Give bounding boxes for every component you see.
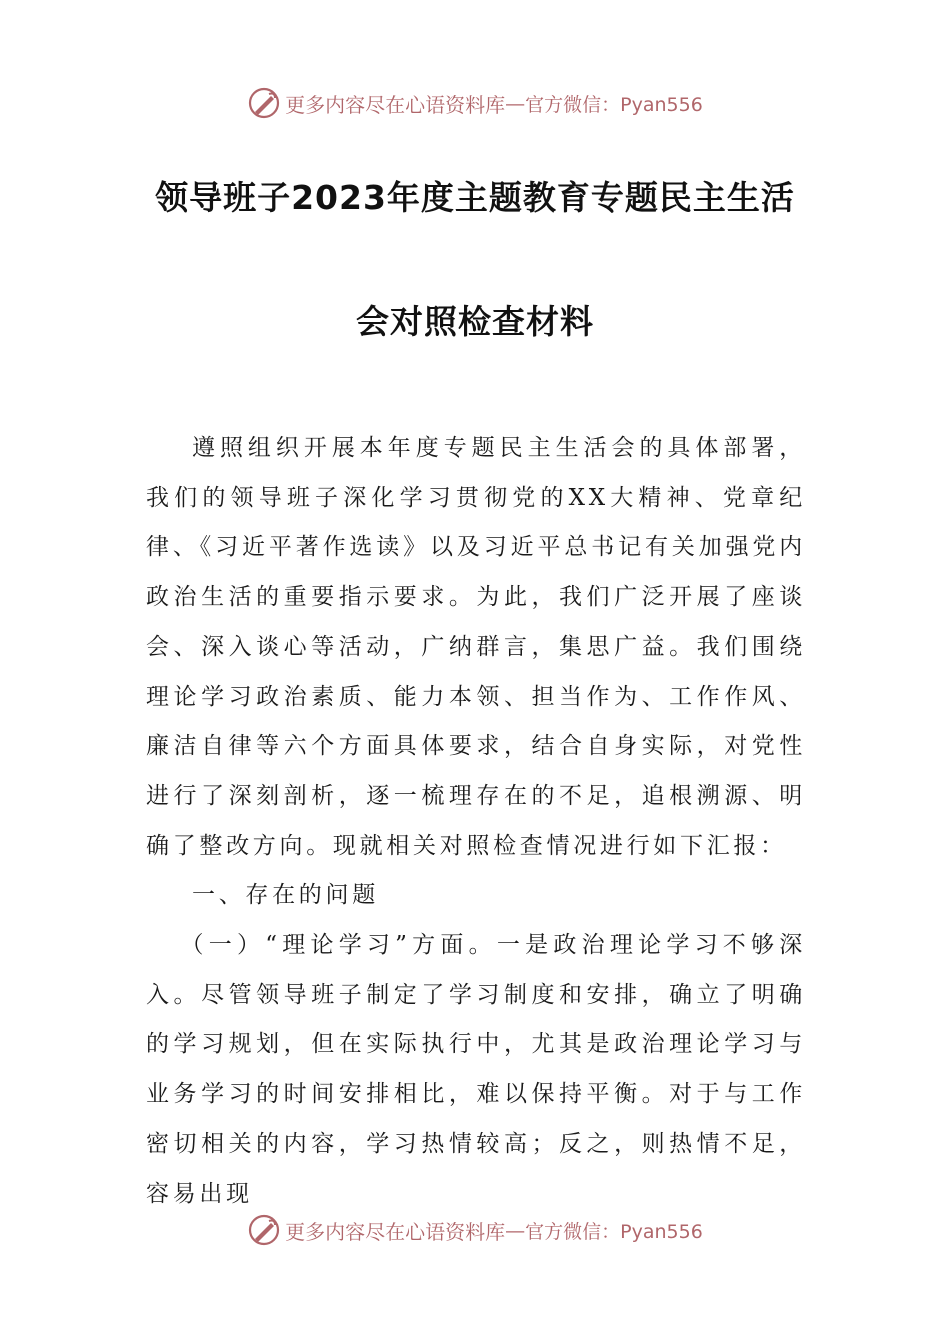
- banner-wechat: 官方微信：Pyan556: [525, 1220, 703, 1243]
- intro-paragraph: 遵照组织开展本年度专题民主生活会的具体部署，我们的领导班子深化学习贯彻党的XX大精神、党章纪律、《习近平著作选读》以及习近平总书记有关加强党内政治生活的重要指示要求。为此，我们广泛开展了座谈会、深入谈心等活动，广纳群言，集思广益。我们围绕理论学习政治素质、能力本领、担当作为、工作作风、廉洁自律等六个方面具体要求，结合自身实际，对党性进行了深刻剖析，逐一梳理存在的不足，追根溯源、明确了整改方向。现就相关对照检查情况进行如下汇报：: [146, 435, 806, 859]
- document-title-line2: 会对照检查材料: [356, 302, 594, 341]
- pen-logo-icon: [247, 86, 281, 120]
- banner-dash: —: [505, 91, 526, 115]
- footer-watermark: [0, 1210, 950, 1250]
- document-title-line1: 领导班子2023年度主题教育专题民主生活: [155, 178, 795, 217]
- banner-wechat: 官方微信：Pyan556: [525, 93, 703, 116]
- pen-logo-icon: [247, 1213, 281, 1247]
- banner-brand: 更多内容尽在心语资料库: [285, 92, 506, 117]
- section-heading-1: 一、存在的问题: [192, 882, 379, 909]
- header-watermark: [0, 83, 950, 123]
- document-body: [146, 424, 806, 1219]
- banner-brand: 更多内容尽在心语资料库: [285, 1219, 506, 1244]
- banner-dash: —: [505, 1218, 526, 1242]
- subsection-paragraph-1: （一）“理论学习”方面。一是政治理论学习不够深入。尽管领导班子制定了学习制度和安排，确立了明确的学习规划，但在实际执行中，尤其是政治理论学习与业务学习的时间安排相比，难以保持平衡。对于与工作密切相关的内容，学习热情较高；反之，则热情不足，容易出现: [146, 932, 806, 1207]
